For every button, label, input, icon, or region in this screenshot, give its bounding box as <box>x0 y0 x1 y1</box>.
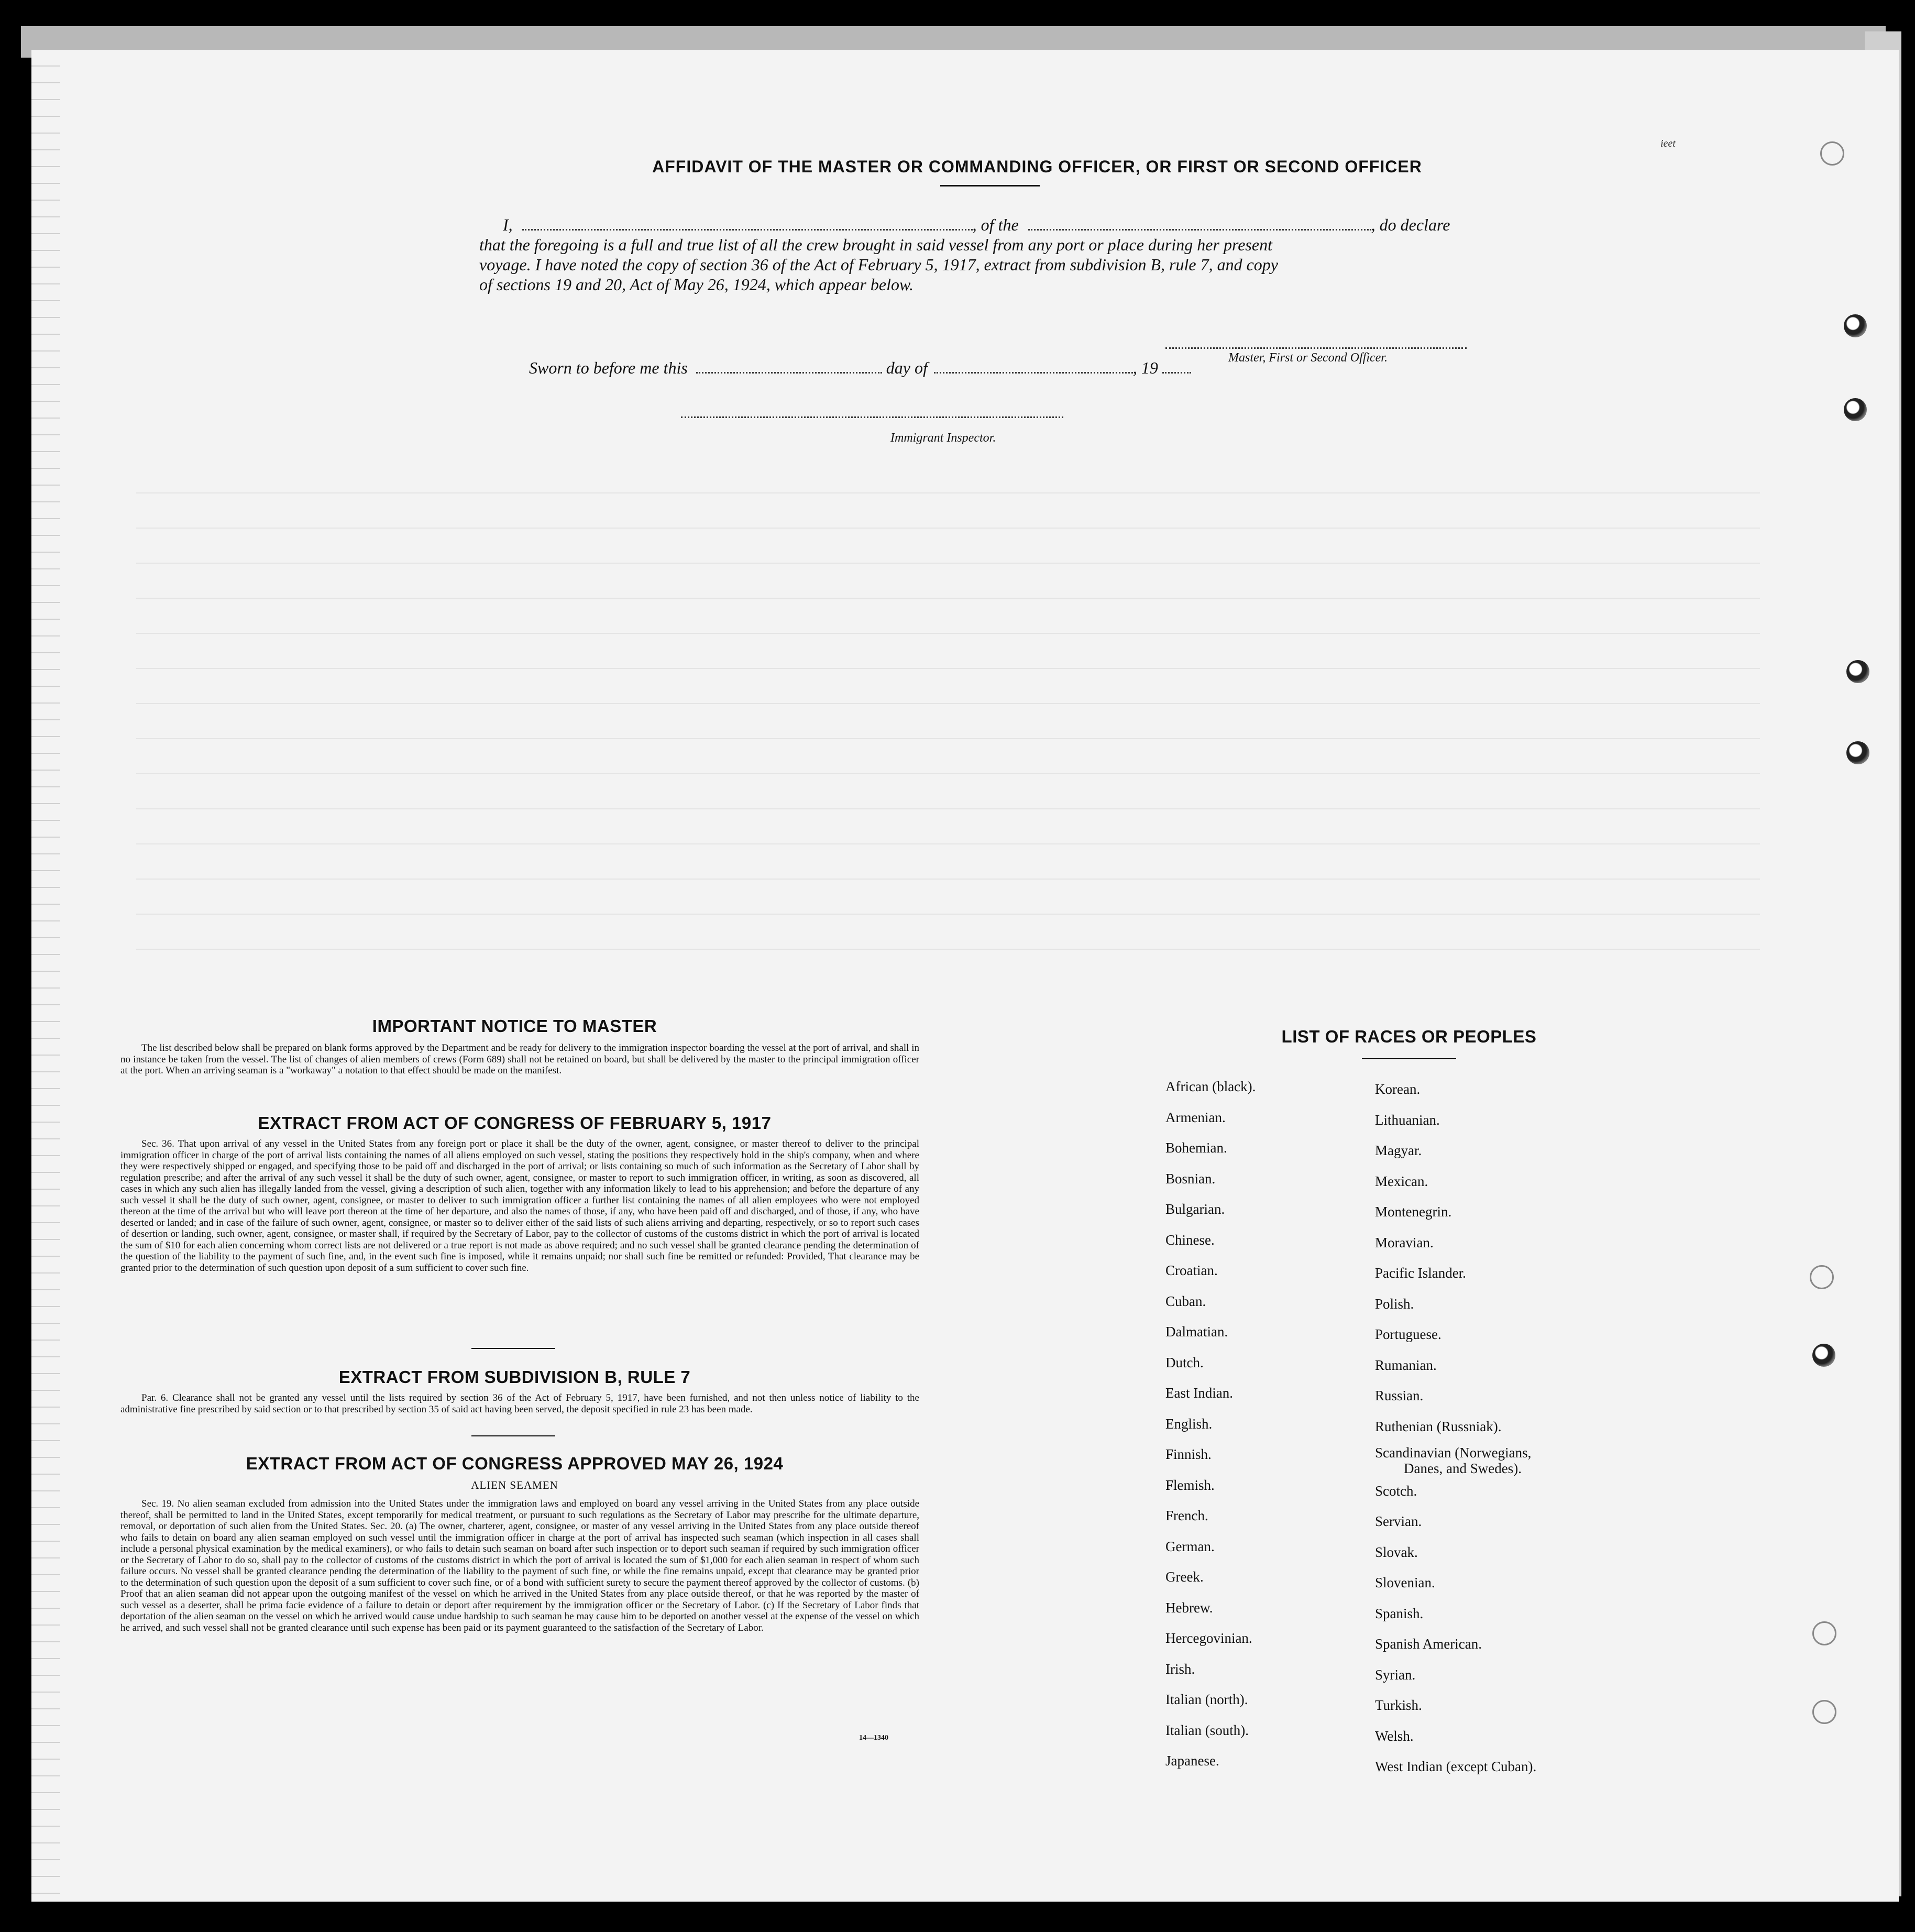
bleed-through-row <box>136 458 1760 982</box>
race-item: Welsh. <box>1375 1728 1414 1744</box>
binding-edge <box>31 50 60 1902</box>
extract1-title: EXTRACT FROM ACT OF CONGRESS OF FEBRUARY 5, 1917 <box>258 1113 772 1133</box>
race-item: Russian. <box>1375 1388 1424 1403</box>
month-field[interactable] <box>934 371 1133 374</box>
race-item: Bosnian. <box>1165 1170 1216 1187</box>
inspector-signature-line[interactable] <box>681 416 1063 418</box>
notice-title: IMPORTANT NOTICE TO MASTER <box>372 1016 657 1036</box>
do-declare-label: , do declare <box>1371 215 1450 234</box>
master-caption: Master, First or Second Officer. <box>1228 351 1388 365</box>
race-item: Armenian. <box>1165 1109 1226 1125</box>
race-item: Servian. <box>1375 1513 1422 1529</box>
race-item: Italian (south). <box>1165 1722 1249 1738</box>
race-item: Korean. <box>1375 1081 1421 1097</box>
of-the-label: , of the <box>972 215 1019 234</box>
binder-hole <box>1846 660 1869 683</box>
sworn-label: Sworn to before me this <box>529 358 688 377</box>
binder-hole <box>1844 314 1867 337</box>
race-item: Spanish. <box>1375 1605 1424 1621</box>
race-item: Dutch. <box>1165 1354 1204 1370</box>
race-item: Greek. <box>1165 1569 1204 1585</box>
binder-hole <box>1812 1344 1835 1367</box>
race-item: Cuban. <box>1165 1293 1206 1309</box>
race-item: Finnish. <box>1165 1446 1212 1462</box>
race-item: Hebrew. <box>1165 1599 1213 1616</box>
affidavit-line-1 <box>503 215 1550 235</box>
affidavit-line-2: that the foregoing is a full and true list of all the crew brought in said vessel from any port or place during her present <box>479 235 1272 254</box>
race-item: Dalmatian. <box>1165 1324 1228 1340</box>
race-item: Hercegovinian. <box>1165 1630 1252 1646</box>
race-item: Turkish. <box>1375 1697 1422 1713</box>
affidavit-line-3: voyage. I have noted the copy of section 36 of the Act of February 5, 1917, extract from subdivision B, rule 7, and copy <box>479 255 1278 274</box>
extract3-text: Sec. 19. No alien seaman excluded from admission into the United States under the immigration laws and employed on board any vessel arriving in the United States from any place outside thereof, shall be permitted to land in the United States, except temporarily for medical treatment, or pursuant to such regulations as the Secretary of Labor may prescribe for the ultimate departure, removal, or deportation of such alien from the United States. Sec. 20. (a) The owner, charterer, agent, consignee, or master of any vessel arriving in the United States from any place outside thereof who fails to detain on board any alien seaman employed on such vessel until the immigration officer in charge at the port of arrival has inspected such seaman (which inspection in all cases shall include a personal physical examination by the medical examiners), or who fails to detain such seaman on board after such inspection or to deport such seaman if required by such immigration officer or the Secretary of Labor to do so, shall pay to the collector of customs of the customs district in which the port of arrival is located the sum of $1,000 for each alien seaman in respect of whom such failure occurs. No vessel shall be granted clearance pending the determination of the liability to the payment of such fine, or while the fine remains unpaid, except that clearance may be granted prior to the determination of such question upon the deposit of a sum sufficient to cover such fine, or of a bond with sufficient surety to secure the payment thereof approved by the collector of customs. (b) Proof that an alien seaman did not appear upon the outgoing manifest of the vessel on which he arrived in the United States from any place outside thereof, or that he was reported by the master of such vessel as a deserter, shall be prima facie evidence of a failure to detain or deport after requirement by the immigration officer or the Secretary of Labor. (c) If the Secretary of Labor finds that deportation of the alien seaman on the vessel on which he arrived would cause undue hardship to such seaman he may cause him to be deported on another vessel at the expense of the vessel on which he arrived, and such vessel shall not be granted clearance until such expense has been paid or its payment guaranteed to the satisfaction of the Secretary of Labor. <box>120 1498 919 1633</box>
race-item: Bohemian. <box>1165 1140 1227 1156</box>
race-item: Syrian. <box>1375 1666 1416 1683</box>
year-label: , 19 <box>1132 358 1158 377</box>
extract2-text: Par. 6. Clearance shall not be granted any vessel until the lists required by section 36 of the Act of February 5, 1917, have been furnished, and not then unless notice of liability to the administrative fine prescribed by said section or to that prescribed by section 35 of said act having been served, the deposit specified in rule 23 has been made. <box>120 1392 919 1415</box>
race-item: Mexican. <box>1375 1173 1428 1189</box>
race-item: Rumanian. <box>1375 1357 1437 1373</box>
race-item: Italian (north). <box>1165 1692 1248 1707</box>
race-item: Slovenian. <box>1375 1575 1435 1590</box>
year-field[interactable] <box>1162 371 1191 374</box>
name-field[interactable] <box>522 228 973 230</box>
binder-hole <box>1844 398 1867 421</box>
race-item: West Indian (except Cuban). <box>1375 1759 1537 1774</box>
race-item: Slovak. <box>1375 1544 1418 1560</box>
affidavit-line-4: of sections 19 and 20, Act of May 26, 1924, which appear below. <box>479 275 914 294</box>
extract1-text: Sec. 36. That upon arrival of any vessel in the United States from any foreign port or place it shall be the duty of the owner, agent, consignee, or master thereof to deliver to the principal immigration officer in charge of the port of arrival lists containing the names of all aliens employed on such vessel, stating the positions they respectively hold in the ship's company, when and where they were respectively shipped or engaged, and specifying those to be paid off and discharged in the port of arrival; or lists containing so much of such information as the Secretary of Labor shall by regulation prescribe; and after the arrival of any such vessel it shall be the duty of such owner, agent, consignee, or master to report to such immigration officer, in writing, as soon as discovered, all cases in which any such alien has illegally landed from the vessel, giving a description of such alien, together with any information likely to lead to his apprehension; and before the departure of any such vessel it shall be the duty of such owner, agent, consignee, or master to deliver to such immigration officer a further list containing the names of all alien employees who were not employed thereon at the time of the arrival but who will leave port thereon at the time of her departure, and also the names of those, if any, who have been paid off and discharged, and of those, if any, who have deserted or landed; and in case of the failure of such owner, agent, consignee, or master so to deliver either of the said lists of such aliens arriving and departing, respectively, or so to report such cases of desertion or landing, such owner, agent, consignee, or master shall, if required by the Secretary of Labor, pay to the collector of customs of the customs district in which the port of arrival is located the sum of $10 for each alien concerning whom correct lists are not delivered or a true report is not made as above required; and no such vessel shall be granted clearance pending the determination of the question of the liability to the payment of such fine, and, in the event such fine is imposed, while it remains unpaid; nor shall such fine be remitted or refunded: Provided, That clearance may be granted prior to the determination of such question upon deposit of a sum sufficient to cover such fine. <box>120 1138 919 1274</box>
master-signature-line[interactable] <box>1165 347 1467 349</box>
vessel-field[interactable] <box>1028 228 1371 230</box>
section-rule <box>471 1435 555 1436</box>
race-item: Croatian. <box>1165 1263 1218 1278</box>
sworn-line <box>529 358 1315 378</box>
race-item: Moravian. <box>1375 1234 1434 1250</box>
binder-hole <box>1812 1621 1836 1645</box>
corner-fragment: ieet <box>1660 138 1676 149</box>
races-column-2 <box>1375 1074 1536 1782</box>
race-item: African (black). <box>1165 1079 1256 1094</box>
extract2-title: EXTRACT FROM SUBDIVISION B, RULE 7 <box>338 1367 691 1387</box>
race-item: Bulgarian. <box>1165 1201 1225 1217</box>
race-item: Irish. <box>1165 1661 1195 1677</box>
races-rule <box>1362 1058 1456 1059</box>
inspector-caption: Immigrant Inspector. <box>890 431 996 445</box>
race-item: Flemish. <box>1165 1477 1215 1493</box>
day-of-label: day of <box>886 358 928 377</box>
i-label: I, <box>503 215 513 234</box>
race-item: Polish. <box>1375 1296 1414 1312</box>
race-item: Magyar. <box>1375 1143 1422 1158</box>
race-item: German. <box>1165 1538 1215 1554</box>
notice-text: The list described below shall be prepared on blank forms approved by the Department and be ready for delivery to the immigration inspector boarding the vessel at the port of arrival, and shall in no instance be taken from the vessel. The list of changes of alien members of crews (Form 689) shall not be retained on board, but shall be delivered by the master to the principal immigration officer at the port. When an arriving seaman is a "workaway" a notation to that effect should be made on the manifest. <box>120 1042 919 1076</box>
binder-hole <box>1812 1700 1836 1724</box>
race-item-line: Danes, and Swedes). <box>1404 1461 1522 1476</box>
race-item: Montenegrin. <box>1375 1204 1452 1220</box>
race-item: Portuguese. <box>1375 1326 1441 1342</box>
title-rule <box>940 185 1040 186</box>
race-item: Chinese. <box>1165 1232 1215 1248</box>
binder-hole <box>1820 141 1844 166</box>
extract3-subtitle: ALIEN SEAMEN <box>471 1479 558 1491</box>
races-title: LIST OF RACES OR PEOPLES <box>1281 1027 1537 1046</box>
binder-hole <box>1810 1265 1834 1289</box>
binder-hole <box>1846 741 1869 764</box>
race-item: Scotch. <box>1375 1483 1417 1499</box>
race-item: English. <box>1165 1415 1213 1432</box>
race-item: Lithuanian. <box>1375 1112 1440 1128</box>
races-column-1 <box>1165 1071 1256 1776</box>
day-field[interactable] <box>696 371 882 374</box>
form-number: 14—1340 <box>859 1734 888 1742</box>
section-rule <box>471 1348 555 1349</box>
race-item <box>1375 1442 1536 1476</box>
race-item: Ruthenian (Russniak). <box>1375 1418 1502 1434</box>
form-page <box>31 50 1899 1902</box>
race-item: Japanese. <box>1165 1753 1219 1769</box>
race-item: Spanish American. <box>1375 1636 1482 1652</box>
race-item: East Indian. <box>1165 1385 1233 1401</box>
race-item: Pacific Islander. <box>1375 1265 1466 1281</box>
extract3-title: EXTRACT FROM ACT OF CONGRESS APPROVED MAY 26, 1924 <box>246 1454 784 1473</box>
race-item-line: Scandinavian (Norwegians, <box>1375 1445 1532 1461</box>
affidavit-title: AFFIDAVIT OF THE MASTER OR COMMANDING OFFICER, OR FIRST OR SECOND OFFICER <box>652 157 1422 176</box>
race-item: French. <box>1165 1508 1208 1523</box>
